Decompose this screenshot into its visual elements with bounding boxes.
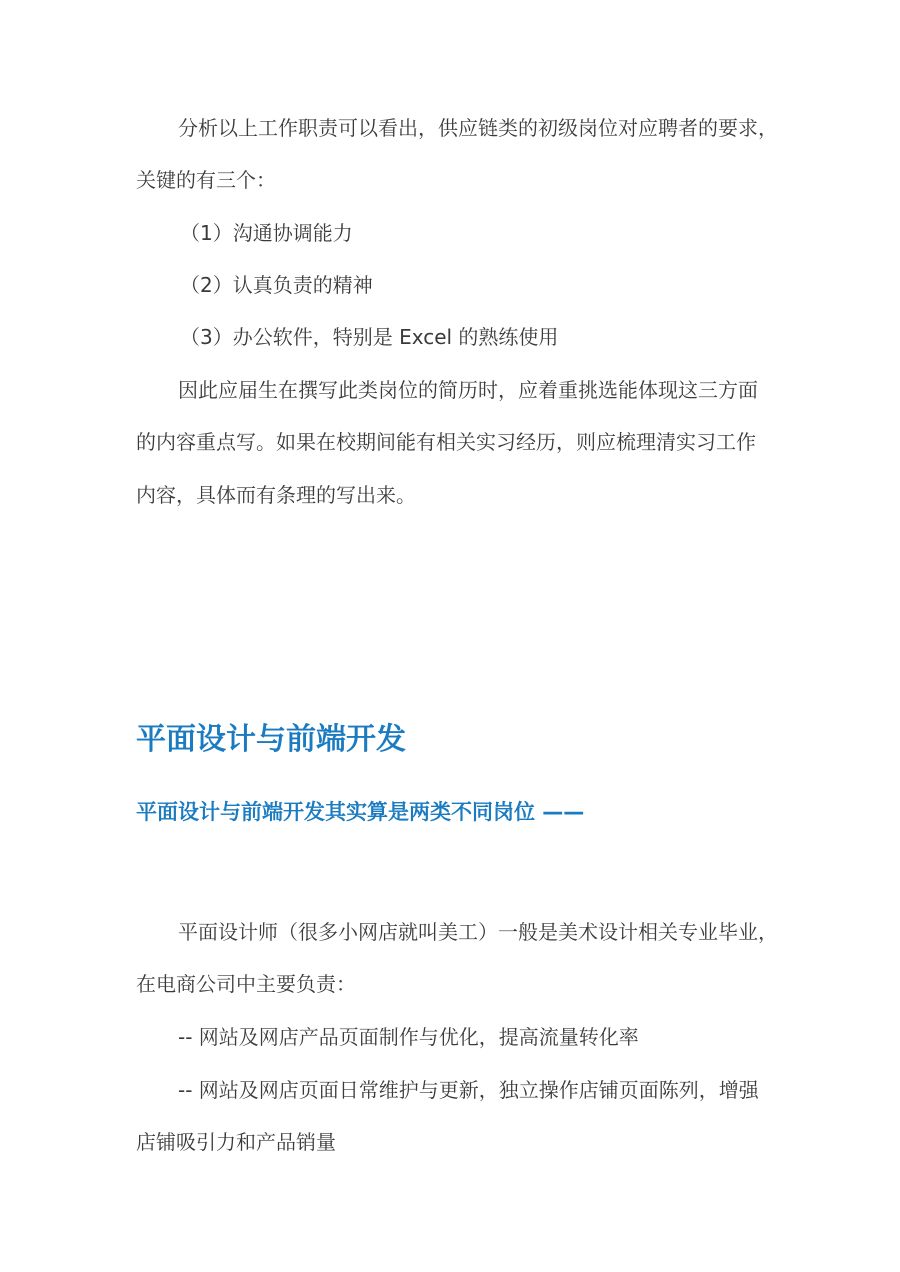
paragraph-line: 店铺吸引力和产品销量 [136,1130,336,1154]
paragraph-line: 分析以上工作职责可以看出，供应链类的初级岗位对应聘者的要求， [178,116,778,140]
list-item: -- 网站及网店产品页面制作与优化，提高流量转化率 [178,1025,639,1049]
paragraph-line: 在电商公司中主要负责： [136,972,356,996]
paragraph-line: 的内容重点写。如果在校期间能有相关实习经历，则应梳理清实习工作 [136,430,756,454]
section-subheading: 平面设计与前端开发其实算是两类不同岗位 —— [136,800,585,824]
paragraph-line: 关键的有三个： [136,168,276,192]
section-heading: 平面设计与前端开发 [136,722,406,757]
list-item: （3）办公软件，特别是 Excel 的熟练使用 [180,325,559,349]
paragraph-line: 因此应届生在撰写此类岗位的简历时，应着重挑选能体现这三方面 [178,378,758,402]
paragraph-line: 平面设计师（很多小网店就叫美工）一般是美术设计相关专业毕业， [178,920,778,944]
list-item: （2）认真负责的精神 [180,273,373,297]
list-item: -- 网站及网店页面日常维护与更新，独立操作店铺页面陈列，增强 [178,1078,759,1102]
list-item: （1）沟通协调能力 [180,221,353,245]
paragraph-line: 内容，具体而有条理的写出来。 [136,483,416,507]
